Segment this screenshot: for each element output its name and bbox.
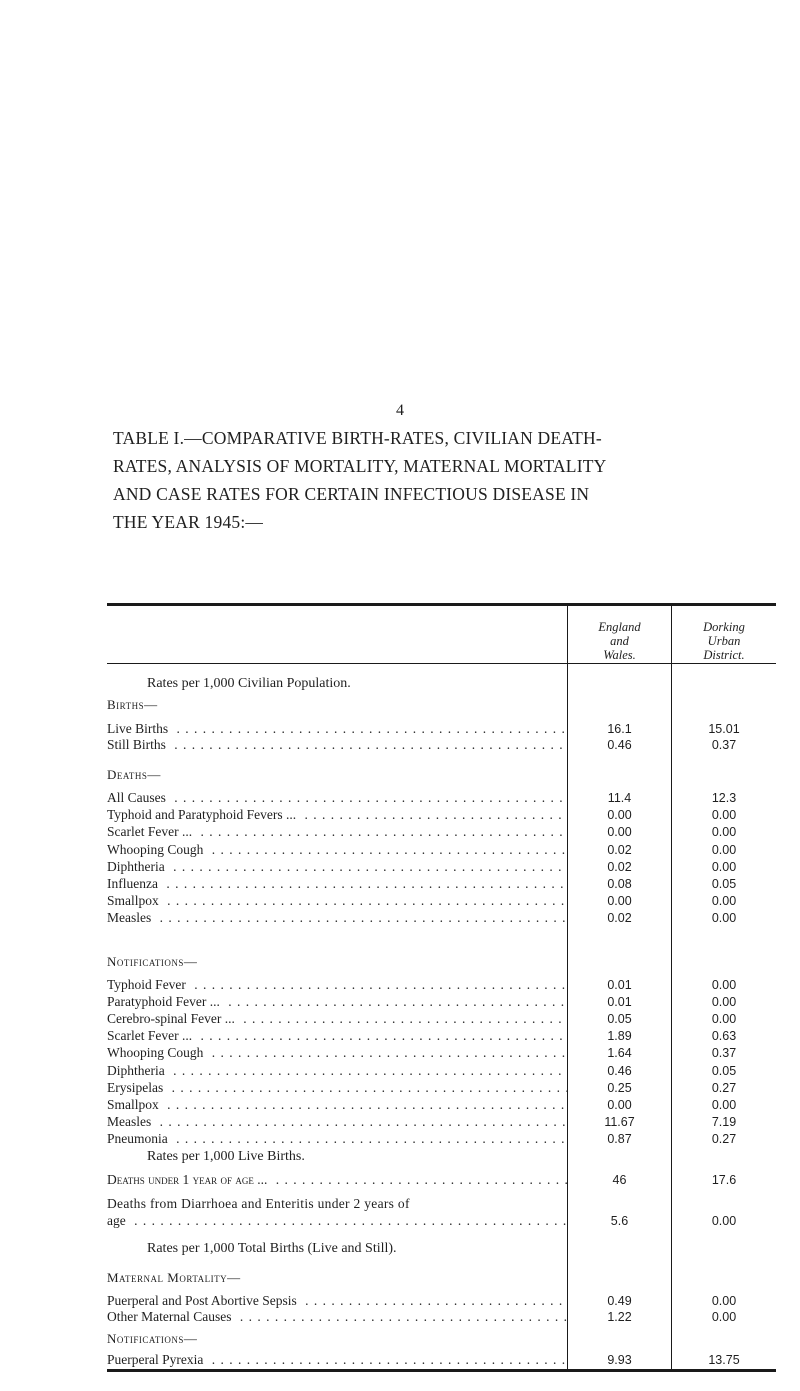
table-row (0, 1131, 800, 1147)
table-row (0, 1045, 800, 1061)
table-bottom-rule (107, 1369, 776, 1372)
title-line: AND CASE RATES FOR CERTAIN INFECTIOUS DISEASE IN (113, 484, 590, 504)
table-row (0, 994, 800, 1010)
value-dorking: 0.00 (711, 978, 737, 992)
row-label: Diphtheria (107, 1063, 169, 1078)
table-row (0, 977, 800, 993)
row-label: Puerperal and Post Abortive Sepsis (107, 1293, 301, 1308)
value-dorking: 0.00 (711, 825, 737, 840)
row-label: Typhoid and Paratyphoid Fevers ... (107, 807, 300, 822)
subheading-civilian-rates: Rates per 1,000 Civilian Population. (147, 676, 351, 691)
table-row (0, 1309, 800, 1325)
row-label: age (107, 1213, 130, 1228)
table-row (0, 910, 800, 926)
value-dorking: 0.00 (711, 911, 737, 926)
title-line: TABLE I.—COMPARATIVE BIRTH-RATES, CIVILIAN DEATH- (113, 428, 602, 448)
column-header-dorking: Dorking Urban District. (703, 620, 745, 662)
table-row (0, 842, 800, 858)
row-label: Scarlet Fever ... (107, 1028, 196, 1043)
column-header-england-wales: England and Wales. (598, 620, 641, 662)
value-dorking: 12.3 (711, 791, 737, 805)
value-dorking: 0.00 (711, 1214, 737, 1228)
table-title (113, 424, 783, 536)
value-dorking: 0.00 (711, 1012, 737, 1027)
value-england-wales: 11.67 (604, 1114, 635, 1129)
value-england-wales: 0.05 (607, 1012, 632, 1027)
table-row (0, 1063, 800, 1079)
row-label: Scarlet Fever ... (107, 824, 196, 839)
table-row (0, 737, 800, 753)
row-label: Still Births (107, 737, 170, 752)
row-label: Deaths from Diarrhoea and Enteritis under 2 years of (107, 1196, 414, 1211)
table-row (0, 807, 800, 823)
row-label: Cerebro-spinal Fever ... (107, 1011, 239, 1026)
value-england-wales: 16.1 (607, 722, 632, 736)
value-england-wales: 0.00 (607, 894, 632, 909)
table-row (0, 1080, 800, 1096)
value-england-wales: 0.46 (607, 1063, 632, 1078)
row-label: Smallpox (107, 893, 163, 908)
table-row (0, 721, 800, 737)
row-label: Puerperal Pyrexia (107, 1352, 207, 1367)
value-dorking: 0.37 (711, 738, 737, 752)
value-england-wales: 0.02 (607, 911, 632, 926)
value-england-wales: 0.00 (607, 825, 632, 840)
value-dorking: 0.00 (711, 842, 737, 857)
value-england-wales: 0.25 (607, 1080, 632, 1095)
row-label: Measles (107, 1114, 155, 1129)
page-number: 4 (396, 402, 404, 419)
value-england-wales: 46 (612, 1173, 627, 1187)
section-deaths: Deaths— (107, 767, 161, 782)
table-row (0, 1028, 800, 1044)
section-notifications: Notifications— (107, 954, 198, 969)
table-top-rule (107, 603, 776, 606)
title-line: RATES, ANALYSIS OF MORTALITY, MATERNAL MORTALITY (113, 456, 607, 476)
table-row (0, 1097, 800, 1113)
table-row (0, 1011, 800, 1027)
row-label: Smallpox (107, 1097, 163, 1112)
row-label: Erysipelas (107, 1080, 167, 1095)
value-dorking: 0.00 (711, 859, 737, 874)
row-label: Other Maternal Causes (107, 1309, 235, 1324)
value-england-wales: 0.46 (607, 738, 632, 752)
value-england-wales: 0.02 (607, 842, 632, 857)
table-row (0, 1293, 800, 1309)
row-label: Measles (107, 910, 155, 925)
value-dorking: 0.00 (711, 1294, 737, 1308)
value-england-wales: 0.00 (607, 1097, 632, 1112)
value-dorking: 0.37 (711, 1046, 737, 1061)
value-england-wales: 1.22 (607, 1310, 632, 1324)
row-label: Diphtheria (107, 859, 169, 874)
value-dorking: 0.05 (711, 877, 737, 891)
value-england-wales: 0.01 (607, 978, 632, 992)
value-england-wales: 0.49 (607, 1294, 632, 1308)
table-row (0, 790, 800, 806)
value-england-wales: 11.4 (607, 791, 632, 805)
header-bottom-rule (107, 663, 776, 664)
value-england-wales: 0.08 (607, 877, 632, 891)
table-row (0, 824, 800, 840)
row-label: Influenza (107, 876, 162, 891)
value-england-wales: 0.87 (607, 1131, 632, 1146)
table-row (0, 1352, 800, 1368)
table-row (0, 876, 800, 892)
table-row (0, 1114, 800, 1130)
section-maternal-mortality: Maternal Mortality— (107, 1270, 241, 1285)
value-dorking: 0.00 (711, 1097, 737, 1112)
value-dorking: 13.75 (708, 1353, 740, 1367)
subheading-total-births: Rates per 1,000 Total Births (Live and Still). (147, 1241, 397, 1256)
value-england-wales: 0.02 (607, 859, 632, 874)
value-england-wales: 0.01 (607, 995, 632, 1010)
row-label: Whooping Cough (107, 842, 207, 857)
value-england-wales: 1.64 (607, 1046, 632, 1061)
row-label: Pneumonia (107, 1131, 172, 1146)
value-dorking: 0.27 (711, 1131, 737, 1146)
value-england-wales: 1.89 (607, 1029, 632, 1044)
value-dorking: 0.00 (711, 808, 737, 823)
table-row (0, 893, 800, 909)
row-label: Live Births (107, 721, 172, 736)
value-dorking: 0.00 (711, 995, 737, 1010)
value-dorking: 15.01 (708, 722, 740, 736)
section-notifications-maternal: Notifications— (107, 1331, 198, 1346)
table-row (0, 1172, 800, 1188)
table-row (0, 1196, 800, 1212)
subheading-live-births: Rates per 1,000 Live Births. (147, 1149, 305, 1164)
value-dorking: 0.27 (711, 1080, 737, 1095)
value-dorking: 7.19 (711, 1114, 737, 1129)
row-label: All Causes (107, 790, 170, 805)
title-line: THE YEAR 1945:— (113, 512, 264, 532)
value-england-wales: 5.6 (610, 1214, 629, 1228)
row-label: Typhoid Fever (107, 977, 190, 992)
row-label: Whooping Cough (107, 1045, 207, 1060)
section-births: Births— (107, 697, 158, 712)
value-dorking: 17.6 (711, 1173, 737, 1187)
value-dorking: 0.00 (711, 1310, 737, 1324)
table-row (0, 859, 800, 875)
table-row (0, 1213, 800, 1229)
row-label: Paratyphoid Fever ... (107, 994, 224, 1009)
value-dorking: 0.00 (711, 894, 737, 909)
row-label: Deaths under 1 year of age ... (107, 1172, 271, 1187)
value-england-wales: 0.00 (607, 808, 632, 823)
value-england-wales: 9.93 (607, 1353, 632, 1367)
value-dorking: 0.63 (711, 1029, 737, 1044)
value-dorking: 0.05 (711, 1063, 737, 1078)
